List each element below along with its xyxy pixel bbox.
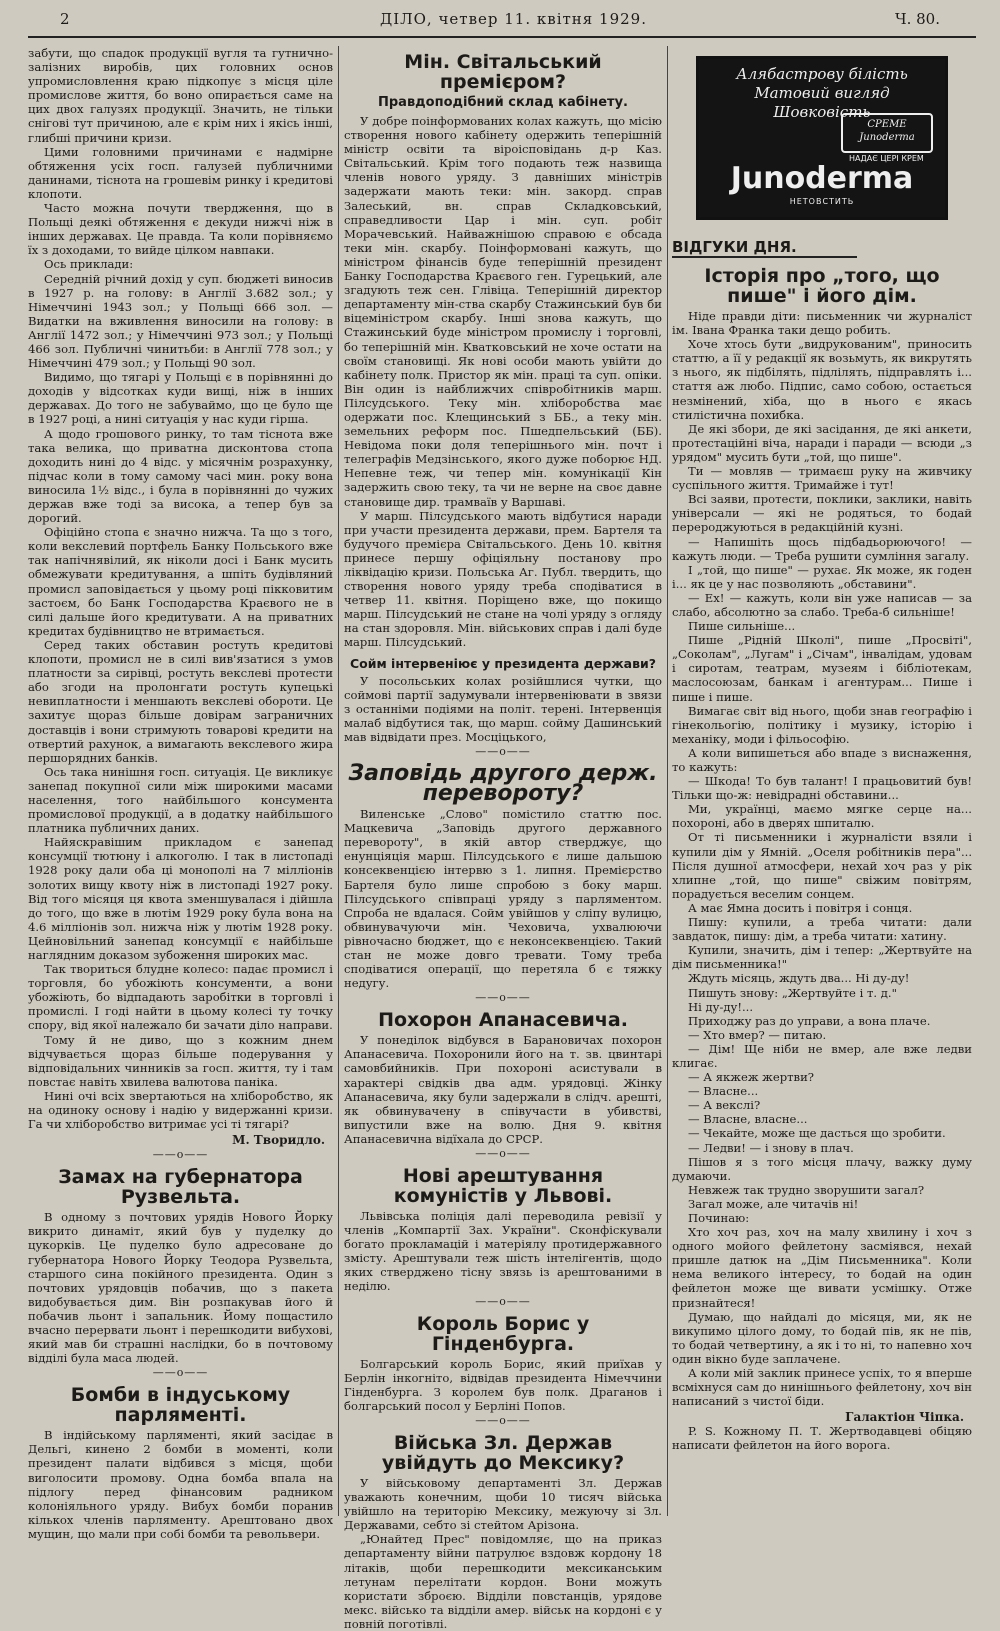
paragraph: — Власне, власне... (688, 1112, 808, 1127)
article-title: Війська Зл. Держав увійдуть до Мексику? (381, 1431, 625, 1474)
paragraph: Ось така нинішня госп. ситуація. Це викликує занепад покупної сили між широкими масами населення, того найбільшого консумента промислової продукції, а в додатку найбільшого платника публичних даних. (28, 764, 333, 836)
paragraph: А щодо грошового ринку, то там тіснота вже така велика, що приватна дисконтова стопа доходить нині до 4 відс. у місячнім розрахунку, підчас коли в тому самому часі мин. року вона виносила 1½ відс., і була в порівнянні до чужих держав вже тоді за висока, а тепер був за дорогий. (28, 426, 333, 526)
article-title: Нові арештування комуністів у Львові. (393, 1165, 613, 1207)
paragraph: Пише сильніше... (688, 619, 796, 634)
paragraph: „Юнайтед Прес" повідомляє, що на приказ департаменту війни патрулює вздовж кордону 18 літаків, щоби перешкодити мексиканським летунам перелітати кордон. Вони можуть користати зброєю. Відділи повстанців, урядове мекс. військо та відділи амер. військ на кордоні є у повній поготівлі. (344, 1532, 662, 1631)
issue-number: Ч. 80. (895, 10, 940, 28)
paragraph: — Напишіть щось підбадьорюючого! — кажуть люди. — Треба рушити сумління загалу. (672, 534, 972, 563)
paragraph: І „той, що пише" — рухає. Як може, як годен і... як це у нас позволяють „обставини". (672, 562, 972, 591)
paragraph: Ми, українці, маємо мягке серце на... похороні, або в дверях шпиталю. (672, 802, 972, 831)
paragraph: — А векслі? (688, 1098, 761, 1113)
paragraph: Пишуть знову: „Жертвуйте і т. д." (688, 985, 897, 1000)
paragraph: — А якжеж жертви? (688, 1070, 815, 1085)
paragraph: Пішов я з того місця плачу, важку думу думаючи. (672, 1154, 972, 1183)
paragraph: Вимагає світ від нього, щоби знав географію і гінекольогію, політику і музику, історію і механіку, моди і фільософію. (672, 703, 972, 746)
page-number: 2 (60, 10, 70, 28)
paragraph: Ти — мовляв — тримаєш руку на живчику суспільного життя. Тримайже і тут! (672, 464, 972, 493)
article-title: Бомби в індуському парляменті. (70, 1384, 291, 1427)
article-separator: ——о—— (475, 745, 531, 759)
paragraph: Офіційно стопа є значно нижча. Та що з того, коли векслевий портфель Банку Польського вже так напічнявілий, як ніколи досі і Банк мусить обмежувати кредитування, а шпіть будівляний промисл заповідається у цьому році пікковитим застоєм, бо Банк Господарства Краєвого не в силі дальше його кредитувати. А на приватних кредитах будівництво не втримається. (28, 525, 333, 638)
paragraph: Ось приклади: (44, 257, 134, 272)
cream-tube-icon: СРЕМЕ Junoderma (841, 113, 933, 153)
junoderma-advertisement (696, 56, 948, 220)
ad-brand: Junoderma (730, 161, 914, 196)
paragraph: забути, що спадок продукції вугля та гутнично-залізних виробів, цих головних основ упромисловлення краю підкопує з місця ціле промислове життя, бо воно опирається саме на цих двох галузях продукції. Значить, не тільки снігові тут причиною, але є крім них і якісь інші, глибші причини кризи. (28, 46, 333, 145)
paragraph: Ждуть місяць, ждуть два... Ні ду-ду! (688, 971, 910, 986)
article-subtitle: Правдоподібний склад кабінету. (377, 95, 628, 110)
ad-line: Алябастрову білість (736, 65, 908, 83)
paragraph: А коли випишеться або впаде з виснаження, то кажуть: (672, 745, 972, 774)
paragraph: У посольських колах розійшлися чутки, що соймові партії задумували інтервеніювати в звязи з останніми подіями на політ. терені. Інтервенція малаб відбутися так, що марш. сойму Дашинський мав відвідати през. Мосціцького, (344, 673, 662, 744)
article-title: Заповідь другого держ. перевороту? (348, 761, 658, 807)
paragraph: Ніде правди діти: письменник чи журналіст ім. Івана Франка таки дещо робить. (672, 309, 972, 338)
paragraph: Цими головними причинами є надмірне обтяження усіх госп. галузей публичними данинами, тіснота на грошевім ринку і кредитові клопоти. (28, 144, 333, 201)
paragraph: Часто можна почути твердження, що в Польщі деякі обтяження є декуди нижчі ніж в інших державах. Це правда. Та коли порівняємо їх з доходами, то вийде цілком навпаки. (28, 201, 333, 258)
paragraph: Тому й не диво, що з кожним днем відчувається щораз більше подерування у відповідальних чинників за госп. життя, ту і там повстає навіть хвилева валютова паніка. (28, 1032, 333, 1089)
column-rule-1 (338, 46, 339, 1516)
paragraph: У добре поінформованих колах кажуть, що місію створення нового кабінету одержить теперішній міністр освіти та віроісповідань д-р Каз. Світальський. Крім того подають теж назвища членів нового уряду. З давніших міністрів задержати мають теки: мін. закорд. справ Залеський, вн. справ Складковський, справедливости Цар і мін. суп. робіт Морачевський. Найважнішою справою є обсада теки мін. скарбу. Поінформовані кажуть, що міністром фінансів буде теперішній президент Банку Господарства Краєвого ген. Гурецький, але згадують теж сен. Глівіца. Теперішній директор департаменту мін-ства скарбу Стажинський був би віцеміністром скарбу. Інші знова кажуть, що Стажинський буде міністром промислу і торговлі, бо теперішній мін. Кватковський не хоче остати на своїм становищі. Як нові особи мають увійти до кабінету полк. Пристор як мін. праці та суп. опіки. Він один із найближчих співробітників марш. Пілсудського. Теку мін. хліборобства має одержати пос. Клещинський з ББ., а теку мін. земельних реформ пос. Пшедпельський (ББ). Невідома поки доля теперішнього мін. почт і телеграфів Медзінського, якого дуже поборює НД. Непевне теж, чи тепер мін. комунікації Кін задержить свою теку, та чи не верне на своє давне становище дир. трамваїв у Варшаві. (344, 114, 662, 509)
article-title: Похорон Апанасевича. (378, 1009, 628, 1032)
article-body: Львівська поліція далі переводила ревізії у членів „Компартії Зах. України". Сконфіскували богато прокламацій і матеріялу протидержавного змісту. Арештували теж шість інтелігентів, щодо яких стверджено тісну звязь із арештованими в неділю. (344, 1209, 662, 1294)
author-signature: Галактіон Чіпка. (845, 1410, 964, 1425)
article-body: В одному з почтових урядів Нового Йорку викрито динаміт, який був у пуделку до цукорків. Це пуделко було адресоване до губернатора Нового Йорку Теодора Рузвельта, старшого сина покійного президента. Один з почтових урядовців побачив, що з пакета видобувається дим. Він розпакував його й побачив льонт і запальник. Йому пощастило вчасно перервати льонт і перешкодити вибухові, який мав би страшні наслідки, бо в почтовому відділі була маса людей. (28, 1210, 333, 1366)
paragraph: Пишу: купили, а треба читати: дали завдаток, пишу: дім, а треба читати: хатину. (672, 915, 972, 944)
paragraph: Де які збори, де які засідання, де які анкети, протестаційні віча, наради і паради — всюди „з урядом" мусить бути „той, що пише". (672, 421, 972, 464)
column-2 (344, 46, 662, 1631)
paragraph: Нині очі всіх звертаються на хліборобство, як на одиноку основу і надію у видержанні кризи. Га чи хліборобство витримає усі ті тягарі? (28, 1088, 333, 1132)
article-title: Мін. Світальський премієром? (404, 51, 602, 93)
ad-line: Шовковість (773, 103, 871, 121)
running-header: ДІЛО, четвер 11. квітня 1929. (380, 10, 647, 28)
feuilleton-body (672, 309, 972, 1453)
paragraph: А має Ямна досить і повітря і сонця. (688, 900, 913, 915)
article-body: Виленське „Слово" помістило статтю пос. Мацкевича „Заповідь другого державного перевороту", в якій автор стверджує, що енунціяція марш. Пілсудського є лише дальшою консеквенцією інтервю з 1. липня. Премієрство Бартеля було лише спробою з боку марш. Пілсудського співпраці уряду з парляментом. Спроба не вдалася. Сойм увійшов у сліпу вулицю, обвинувачуючи мін. Чеховича, ухвалюючи рівночасно бюджет, що є неконсеквенцією. Такий стан не може довго тревати. Тому треба сподіватися операції, що перетяла б є тяжку недугу. (344, 807, 662, 991)
paragraph: Так твориться блудне колесо: падає промисл і торговля, бо убожіють консументи, а вони убожіють, бо відпадають заробітки в торговлі і промислі. І годі найти в цьому колесі ту точку спору, від якої належало би зачати діло направи. (28, 962, 333, 1033)
article-separator: ——о—— (475, 1413, 531, 1427)
paragraph: — Чекайте, може ще дасться що зробити. (688, 1126, 946, 1141)
article-subhead: Сойм інтервеніює у президента держави? (349, 655, 657, 671)
article-separator: ——о—— (475, 991, 531, 1005)
postscript: P. S. Кожному П. Т. Жертводавцеві обіцяю написати фейлетон на його ворога. (672, 1424, 972, 1453)
paragraph: Починаю: (688, 1211, 750, 1225)
paragraph: Пише „Рідній Школі", пише „Просвіті", „Соколам", „Лугам" і „Січам", інвалідам, удовам і сиротам, театрам, музеям і бібліотекам, маслосоюзам, банкам і агентурам... Пише і пише і пише. (672, 633, 972, 704)
paragraph: У військовому департаменті Зл. Держав уважають конечним, щоби 10 тисяч війська увійшло на територію Мексику, межуючу зі Зл. Державами, себто зі стейтом Арізона. (344, 1475, 662, 1533)
ad-line: Матовий вигляд (754, 84, 890, 102)
paragraph: Хоче хтось бути „видрукованим", приносить статтю, а її у редакції як возьмуть, як викрутять з нього, як підбілять, підлілять, підправлять і... стаття аж любо. Підпис, само собою, остається незмінений, хіба, що в нього є якась стилістична похибка. (672, 337, 972, 422)
ad-tagline: НАДАЄ ЦЕРІ КРЕМ (849, 154, 924, 163)
paragraph: Купили, значить, дім і тепер: „Жертвуйте на дім письменника!" (672, 943, 972, 972)
article-title: Король Борис у Гінденбурга. (416, 1312, 590, 1355)
rubric-label: ВІДГУКИ ДНЯ. (672, 238, 857, 258)
paragraph: Загал може, але читачів ні! (688, 1196, 859, 1211)
paragraph: Всі заяви, протести, поклики, заклики, навіть універсали — які не родяться, то бодай перероджуються в редакційній кузні. (672, 492, 972, 535)
paragraph: Хто хоч раз, хоч на малу хвилину і хоч з одного мойого фейлетону засміявся, нехай пришле датюк на „Дім Письменника". Коли нема великого інтересу, то бодай на один фейлетон може ще вивати усмішку. Отже признайтеся! (672, 1225, 972, 1310)
paragraph: Приходжу раз до управи, а вона плаче. (688, 1013, 931, 1028)
paragraph: Невжеж так трудно зворушити загал? (688, 1182, 925, 1197)
paragraph: Серед таких обставин ростуть кредитові клопоти, промисл не в силі вив'язатися з умов платности за сирівці, ростуть векслеві протести або згоди на пролонгати ростуть купецькі невиплатности і меншають векслеві обороти. Це захитує щораз більше довірам заграничних доставців і вони стримують товарові кредити на отвертий рахунок, а вимагають векслевого жира першорядних банків. (28, 637, 333, 765)
paragraph: — Дім! Ще ніби не вмер, але вже ледви клигає. (672, 1041, 972, 1070)
economy-article (28, 46, 333, 1147)
article-separator: ——о—— (152, 1148, 209, 1162)
paragraph: — Шкода! То був талант! І працьовитий був! Тільки що-ж: невідрадні обставини... (672, 774, 972, 803)
masthead (0, 0, 1000, 40)
article-body: У понеділок відбувся в Барановичах похорон Апанасевича. Похоронили його на т. зв. цвинтарі самовбийників. При похороні асистували в характері свідків два адм. урядовці. Жінку Апанасевича, яку були задержали в слідч. арешті, як обвинувачену в співучасти в убивстві, випустили вже на волю. Дня 9. квітня Апанасевична відїхала до СРСР. (344, 1033, 662, 1146)
paragraph: Ні ду-ду!... (688, 999, 754, 1014)
masthead-rule (28, 36, 976, 38)
paragraph: Середній річний дохід у суп. бюджеті виносив в 1927 р. на голову: в Англії 3.682 зол.; у Німеччині 1943 зол.; у Польщі 666 зол. — Видатки на вживлення виносили на голову: в Англії 1472 зол.; у Німеччині 973 зол.; у Польщі 466 зол. Публичні чинитьби: в Англії 778 зол.; у Німеччині 479 зол.; у Польщі 90 зол. (28, 271, 333, 371)
paragraph: — Власне... (688, 1084, 759, 1099)
author-signature: М. Творидло. (232, 1133, 325, 1148)
article-separator: ——о—— (152, 1366, 209, 1380)
article-body: Болгарський король Борис, який приїхав у Берлін інкогніто, відвідав президента Німеччини Гінденбурга. З королем був полк. Драганов і болгарський посол у Берліні Попов. (344, 1356, 662, 1413)
article-separator: ——о—— (475, 1147, 531, 1160)
paragraph: От ті письменники і журналісти взяли і купили дім у Ямній. „Оселя робітників пера"... Після душної атмосфери, нехай хоч раз у рік хлипне „той, що пише" свіжим повітрям, порадується веселим сонцем. (672, 830, 972, 901)
column-3 (672, 46, 972, 1453)
paragraph: А коли мій заклик принесе успіх, то я вперше всміхнуся сам до нинішнього фейлетону, хоч він написаний з чистої біди. (672, 1366, 972, 1409)
paragraph: — Хто вмер? — питаю. (688, 1027, 827, 1042)
paragraph: Найяскравішим прикладом є занепад консумції тютюну і алкоголю. І так в листопаді 1928 року дали оба ці монополі на 7 мілліонів золотих вищу квоту ніж в листопаді 1927 року. Від того місяця ця квота зменшувалася і дійшла до того, що вже в лютім 1929 року була вона на 4.6 мілліонів зол. нижча ніж у лютім 1928 року. Цейновільний занепад консумції є найбільше наглядним доказом зубоження широких мас. (28, 835, 333, 962)
feuilleton-title: Історія про „того, що пише" і його дім. (704, 265, 940, 307)
paragraph: Думаю, що найдалі до місяця, ми, як не викупимо цілого дому, то бодай пів, як не пів, то бодай четвертину, а як і то ні, то напевно хоч один вікно буде заплачене. (672, 1309, 972, 1366)
paragraph: — Ех! — кажуть, коли він уже написав — за слабо, абсолютно за слабо. Треба-б сильніше! (672, 590, 972, 619)
article-separator: ——о—— (475, 1294, 531, 1308)
ad-maker: НЕТОВСТИТЬ (789, 197, 855, 206)
column-rule-2 (667, 46, 668, 1516)
paragraph: Видимо, що тягарі у Польщі є в порівнянні до доходів у відсотках куди вищі, ніж в інших державах. До того не забуваймо, що це було ще в 1927 році, а нині ситуація у нас куди гірша. (28, 370, 333, 427)
column-1 (28, 46, 333, 1541)
paragraph: У марш. Пілсудського мають відбутися наради при участи президента держави, прем. Бартеля та будучого премієра Світальського. День 10. квітня принесе першу офіціяльну постанову про ліквідацію кризи. Польська Аг. Публ. твердить, що створення нового уряду треба сподіватися в четвер 11. квітня. Поріщено вже, що покищо марш. Пілсудський не стане на чолі уряду з огляду на стан здоровля. Мін. військових справ і далі буде марш. Пілсудський. (344, 508, 662, 650)
article-body: В індійському парляменті, який засідає в Дельгі, кинено 2 бомби в моменті, коли президент палати відбився з місця, щоби виголосити промову. Одна бомба впала на підлогу перед фінансовим радником колоніяльного уряду. Вибух бомби поранив кількох членів парляменту. Арештовано двох мущин, що мали при собі бомби та револьвери. (28, 1428, 333, 1541)
paragraph: — Ледви! — і знову в плач. (688, 1140, 854, 1155)
article-title: Замах на губернатора Рузвельта. (58, 1166, 303, 1209)
